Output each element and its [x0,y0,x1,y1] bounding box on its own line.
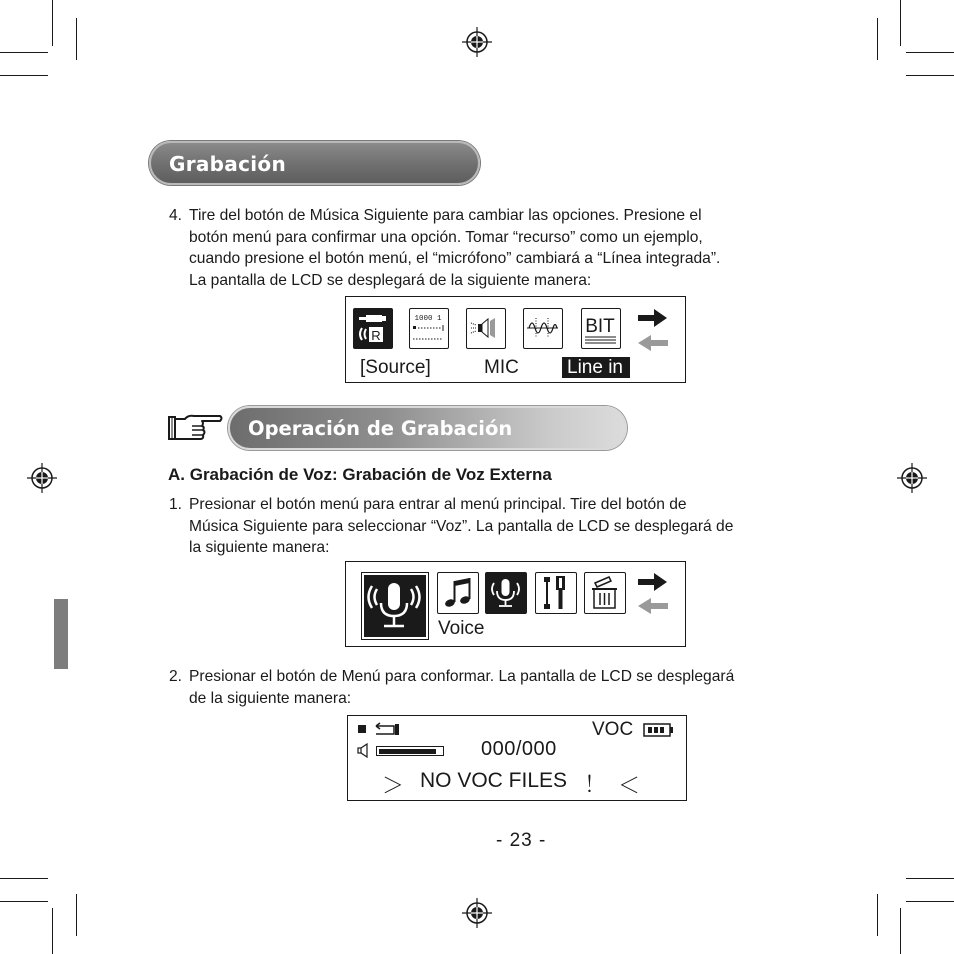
crop-mark [900,908,901,954]
paragraph-line: la siguiente manera: [189,539,330,557]
paragraph-line: La pantalla de LCD se desplegará de la siguiente manera: [189,271,592,289]
left-arrow-icon [638,598,668,614]
step-1-paragraph [169,494,839,559]
crop-mark [52,0,53,46]
line-in-label: Line in [562,357,630,378]
selected-frame [361,572,429,640]
paragraph-line: botón menú para confirmar una opción. Tomar “recurso” como un ejemplo, [189,228,703,246]
crop-mark [76,894,77,936]
lcd-screen-voc [347,715,687,801]
crop-mark [906,901,954,902]
section-title-text: Operación de Grabación [248,417,513,440]
pointing-hand-icon [168,413,224,443]
step-4-paragraph [169,205,829,291]
microphone-icon [364,575,426,637]
volume-bar-fill [379,749,437,754]
battery-icon [643,723,675,737]
left-arrow-icon [638,335,668,351]
music-note-icon [437,572,479,614]
mic-label: MIC [484,357,519,378]
lcd-screen-voice [345,561,686,647]
volume-icon [357,743,371,758]
crop-mark [900,0,901,46]
volume-bar [376,746,444,756]
step-number: 1. [169,496,183,513]
step-number: 2. [169,668,183,685]
paragraph-line: cuando presione el botón menú, el “micrófono” cambiará a “Línea integrada”. [189,250,721,268]
page-number: - 23 - [496,830,547,851]
tools-icon [535,572,577,614]
registration-mark-icon [462,898,492,928]
paragraph-line: Presionar el botón de Menú para conformar. La pantalla de LCD se desplegará [189,668,735,685]
subheading: A. Grabación de Voz: Grabación de Voz Externa [168,465,552,484]
waveform-icon [523,308,563,349]
no-files-message: NO VOC FILES [420,769,568,792]
source-badge: R [371,328,381,343]
step-number: 4. [169,207,183,224]
source-label: [Source] [360,357,431,378]
repeat-icon [375,722,399,736]
crop-mark [0,878,48,879]
section-title-operacion [228,406,627,450]
section-title-text: Grabación [169,152,286,176]
crop-mark [877,18,878,60]
exclaim-mark: ！ [584,772,607,797]
crop-mark [0,75,48,76]
stop-icon [358,725,366,733]
mode-label: VOC [592,719,634,740]
lcd-screen-source [345,296,686,383]
source-icon [353,308,393,349]
voice-label: Voice [438,618,485,639]
right-arrow-icon [638,573,668,591]
registration-mark-icon [897,463,927,493]
crop-mark [0,901,48,902]
crop-mark [76,18,77,60]
left-chevron: ＞ [382,773,405,798]
bit-label: BIT [585,316,615,337]
registration-mark-icon [27,463,57,493]
meter-digits: 1000 1 [414,315,442,323]
step-2-paragraph [169,666,839,709]
trash-icon [584,572,626,614]
counter-display: 000/000 [481,738,557,760]
bit-icon [581,308,621,349]
crop-mark [52,908,53,954]
speaker-icon [466,308,506,349]
crop-mark [906,878,954,879]
microphone-small-icon [485,572,527,614]
right-chevron: ＜ [618,773,641,798]
right-arrow-icon [638,309,668,327]
paragraph-line: Tire del botón de Música Siguiente para cambiar las opciones. Presione el [189,207,702,224]
paragraph-line: Presionar el botón menú para entrar al menú principal. Tire del botón de [189,496,687,513]
section-title-grabacion [149,141,480,185]
registration-mark-icon [462,27,492,57]
crop-mark [0,52,48,53]
chapter-tab-marker [54,599,68,669]
crop-mark [906,52,954,53]
paragraph-line: de la siguiente manera: [189,689,352,707]
crop-mark [877,894,878,936]
crop-mark [906,75,954,76]
meter-icon [409,308,449,349]
paragraph-line: Música Siguiente para seleccionar “Voz”. La pantalla de LCD se desplegará de [189,517,734,535]
